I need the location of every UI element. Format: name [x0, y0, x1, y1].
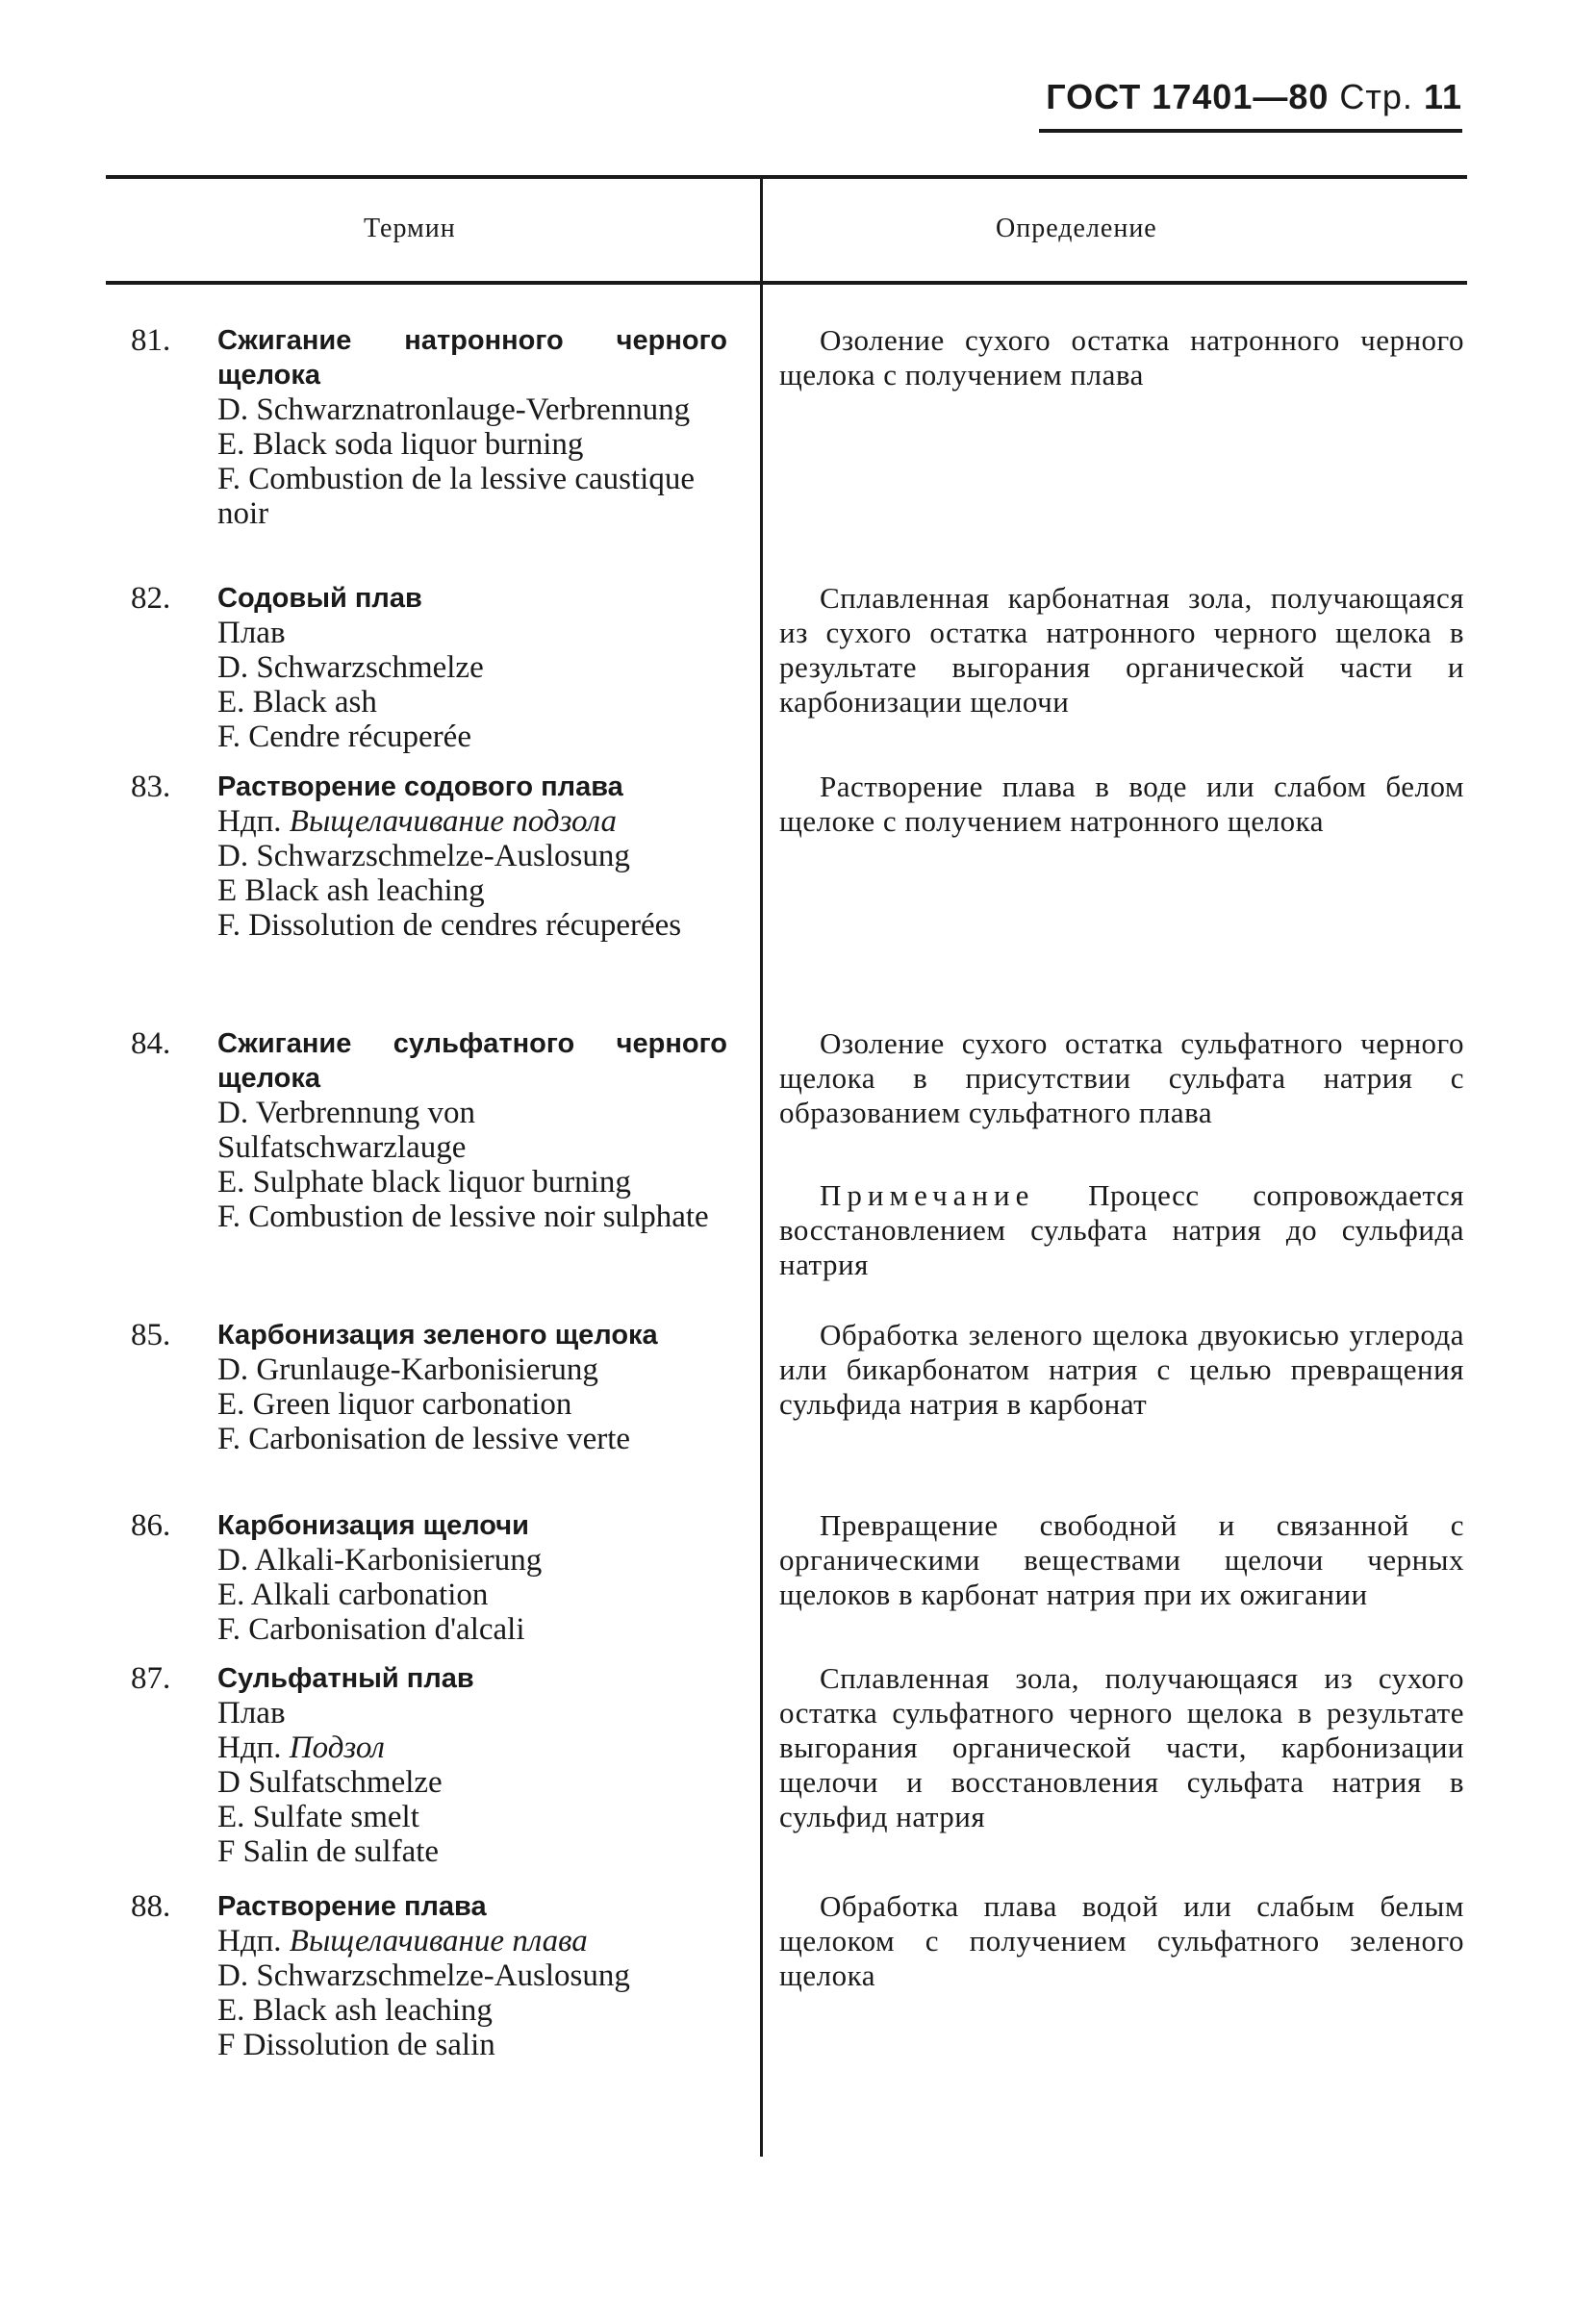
- term-main: Карбонизация зеленого щелока: [217, 1320, 658, 1351]
- term-main: Карбонизация щелочи: [217, 1510, 529, 1541]
- term-foreign-en: E. Black soda liquor burning: [217, 427, 584, 462]
- term-synonym: Плав: [217, 616, 286, 650]
- term-foreign-fr: F. Carbonisation de lessive verte: [217, 1422, 631, 1456]
- term-deprecated: Ндп. Выщелачивание подзола: [217, 804, 617, 839]
- term-number: 82.: [131, 581, 171, 616]
- running-header: [1046, 77, 1462, 117]
- term-cell: [217, 581, 727, 754]
- term-cell: [217, 770, 727, 943]
- definition-text: Сплавленная карбонатная зола, получающаяся из сухого остатка натронного черного щелока в результате выгорания органической части и карбонизации щелочи: [779, 581, 1464, 719]
- term-foreign-en: E. Green liquor carbonation: [217, 1387, 572, 1422]
- term-foreign-fr: F. Combustion de lessive noir sulphate: [217, 1200, 709, 1234]
- term-foreign-de: D. Schwarzschmelze-Auslosung: [217, 1958, 630, 1993]
- term-foreign-fr: F. Combustion de la lessive caustique noir: [217, 462, 695, 531]
- header-rule: [1039, 129, 1462, 133]
- term-foreign-de: D. Schwarzschmelze: [217, 650, 484, 685]
- term-synonym: Плав: [217, 1696, 286, 1730]
- term-deprecated: Ндп. Подзол: [217, 1730, 385, 1765]
- term-main: Растворение содового плава: [217, 771, 623, 802]
- term-foreign-de: D. Schwarznatronlauge-Verbrennung: [217, 392, 691, 427]
- term-foreign-de: D. Verbrennung von Sulfatschwarzlauge: [217, 1096, 475, 1165]
- definition-text: Обработка зеленого щелока двуокисью углерода или бикарбонатом натрия с целью превращения сульфида натрия в карбонат: [779, 1318, 1464, 1421]
- definition-text: Сплавленная зола, получающаяся из сухого остатка сульфатного черного щелока в результате выгорания органической части, карбонизации щелочи и восстановления сульфата натрия в сульфид натрия: [779, 1661, 1464, 1833]
- term-number: 87.: [131, 1661, 171, 1696]
- term-deprecated: Ндп. Выщелачивание плава: [217, 1924, 588, 1958]
- term-cell: [217, 323, 727, 531]
- term-number: 88.: [131, 1889, 171, 1924]
- term-main: Сжигание сульфатного черного щелока: [217, 1028, 727, 1094]
- term-number: 83.: [131, 770, 171, 804]
- table-top-rule: [106, 175, 1467, 179]
- column-header-definition: Определение: [996, 214, 1157, 243]
- term-foreign-en: E. Black ash leaching: [217, 1993, 493, 2028]
- term-foreign-de: D. Schwarzschmelze-Auslosung: [217, 839, 630, 873]
- page-number: 11: [1423, 77, 1462, 116]
- column-header-term: Термин: [364, 214, 456, 243]
- term-foreign-en: E. Alkali carbonation: [217, 1578, 489, 1612]
- term-main: Сжигание натронного черного щелока: [217, 325, 727, 391]
- term-main: Содовый плав: [217, 583, 422, 614]
- term-number: 85.: [131, 1318, 171, 1352]
- term-number: 81.: [131, 323, 171, 358]
- term-foreign-de: D Sulfatschmelze: [217, 1765, 443, 1800]
- term-foreign-fr: F. Dissolution de cendres récuperées: [217, 908, 682, 943]
- term-foreign-de: D. Grunlauge-Karbonisierung: [217, 1352, 598, 1387]
- term-foreign-en: E. Sulphate black liquor burning: [217, 1165, 631, 1200]
- term-foreign-fr: F. Carbonisation d'alcali: [217, 1612, 525, 1647]
- term-foreign-de: D. Alkali-Karbonisierung: [217, 1543, 543, 1578]
- note-label: Примечание: [820, 1178, 1035, 1212]
- term-number: 86.: [131, 1508, 171, 1543]
- column-divider: [760, 175, 763, 2157]
- term-foreign-fr: F Salin de sulfate: [217, 1834, 440, 1869]
- term-foreign-en: E. Sulfate smelt: [217, 1800, 419, 1834]
- document-code: ГОСТ 17401—80: [1046, 77, 1330, 116]
- term-cell: [217, 1318, 727, 1456]
- term-cell: [217, 1661, 727, 1869]
- definition-text: Превращение свободной и связанной с органическими веществами щелочи черных щелоков в карбонат натрия при их ожигании: [779, 1508, 1464, 1611]
- table-header-rule: [106, 281, 1467, 285]
- term-foreign-fr: F. Cendre récuperée: [217, 720, 471, 754]
- term-main: Сульфатный плав: [217, 1663, 474, 1694]
- term-foreign-en: E. Black ash: [217, 685, 377, 720]
- page-label: Стр.: [1339, 77, 1413, 116]
- term-cell: [217, 1889, 727, 2062]
- note-text: Процесс сопровождается восстановлением сульфата натрия до сульфида натрия: [779, 1178, 1464, 1281]
- term-cell: [217, 1026, 727, 1234]
- term-foreign-en: E Black ash leaching: [217, 873, 485, 908]
- page-header: [1039, 77, 1462, 135]
- term-cell: [217, 1508, 727, 1647]
- term-foreign-fr: F Dissolution de salin: [217, 2028, 495, 2062]
- definition-text: Растворение плава в воде или слабом белом щелоке с получением натронного щелока: [779, 770, 1464, 838]
- term-number: 84.: [131, 1026, 171, 1061]
- definition-text: Озоление сухого остатка сульфатного черного щелока в присутствии сульфата натрия с образованием сульфатного плава: [779, 1026, 1464, 1129]
- definition-note: [779, 1178, 1464, 1282]
- definition-text: Озоление сухого остатка натронного черного щелока с получением плава: [779, 323, 1464, 392]
- term-main: Растворение плава: [217, 1891, 487, 1922]
- definition-text: Обработка плава водой или слабым белым щелоком с получением сульфатного зеленого щелока: [779, 1889, 1464, 1992]
